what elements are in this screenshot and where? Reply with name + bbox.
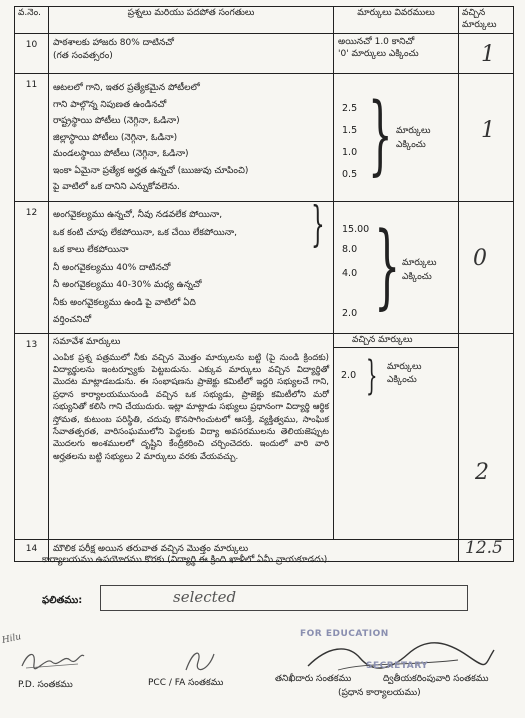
marks-note: మార్కులు [396,126,431,136]
criteria-line: ఒక కంటి చూపు లేకపోయినా, ఒక చేయి లేకపోయినా, [53,227,237,238]
criteria-line: రాష్ట్రస్థాయి పోటీలు (నెగ్గినా, ఓడినా) [53,116,180,126]
criteria-line: నీకు అంగవైకల్యము ఉండి పై వాటిలో ఏది [53,297,196,308]
office-use-note: కార్యాలయము ఉపయోగము కొరకు (విద్యార్థి ఈ క్రింది ఖాళీలో ఏమీ వ్రాయకూడదు). [42,555,331,565]
criteria-line: మౌలిక పరీక్ష అయిన తరువాత వచ్చిన మొత్తం మార్కులు [49,539,459,561]
col-header-no: వ.నెం. [15,7,49,34]
marks-value: 1.0 [342,147,358,158]
criteria-line: ఆటలలో గాని, ఇతర ప్రత్యేకమైన పోటీలలో [53,83,200,93]
examiner-signature-label: తనిఖీదారు సంతకము [275,674,352,684]
row-number: 10 [15,34,49,74]
marks-detail: అయినచో 1.0 కానిచో [338,37,415,47]
criteria-line: నీ అంగవైకల్యము 40% దాటినచో [53,262,171,273]
sub-header: వచ్చిన మార్కులు [333,333,458,348]
brace-icon: } [374,212,401,319]
row-number: 11 [15,74,49,202]
awarded-marks: 1 [481,118,495,143]
marks-value: 1.5 [342,125,358,136]
column-divider [333,348,334,540]
criteria-line: (గత సంవత్సరం) [53,50,113,61]
marks-value: 15.00 [342,224,370,235]
brace-icon: } [366,352,378,399]
marks-note: ఎక్కించు [387,374,417,385]
evaluation-table [14,6,514,562]
row-number: 13 [15,333,49,539]
stamp-text: FOR EDUCATION [300,629,389,639]
awarded-marks: 0 [473,246,487,271]
marks-note: మార్కులు [387,361,422,372]
brace-icon: } [311,196,325,252]
awarded-marks: 1 [481,42,495,67]
result-field [100,585,468,611]
marks-value: 2.0 [342,308,358,319]
pcc-signature [180,646,220,676]
marks-note: మార్కులు [402,258,437,268]
marks-value: 4.0 [342,268,358,279]
pd-signature-label: P.D. సంతకము [18,680,73,690]
marks-note: ఎక్కించు [396,140,426,150]
row-number: 14 [15,539,49,561]
criteria-line: ఒక కాలు లేకపోయినా [53,245,129,255]
criteria-line: ఇంకా ఏమైనా ప్రత్యేక అర్హత ఉన్నచో (ఋజువు చూపించి) [53,165,249,176]
criteria-line: పాఠశాలకు హాజరు 80% దాటినచో [53,38,174,48]
criteria-line: అంగవైకల్యము ఉన్నచో, నీవు నడవలేక పోయినా, [53,210,223,220]
interview-paragraph: ఎంపిక ప్రశ్న పత్రములో నీకు వచ్చిన మొత్తం మార్కులను బట్టి (పై నుండి క్రిందకు) విద్యార్థులను ఇంటర్వ్యూకు పెట్టబడును. ఎక్కువ మార్కులు వచ్చిన విద్యార్థితో మొదట మాట్లాడబడును. ఈ సంభాషణను ప్రాజెక్టు కమిటీలో ఇద్దరి సభ్యులచే గాని, ప్రధాన కార్యాలయమునుండి వచ్చిన ఒక సభ్యుడు, ప్రాజెక్టు కమిటీలోని మరో సభ్యునితో కలిసి గాని చేయుదురు. ఇట్లా మాట్లాడు సభ్యులు ప్రధానంగా విద్యార్థి ఆర్థిక స్తోమత, కుటుంబ పరిస్థితి, చదువు కొనసాగించుటలో ఆసక్తి, వ్యక్తిత్వము, సాంఘిక సేవాతత్పరత, వారిసంఘములోని పెద్దలకు విద్యా అవసరములను తెలియజెప్పుట మొదలగు అంశములలో దృష్టిని కేంద్రీకరించి చర్చించెదరు. ఇందులో వారి వారి అర్హతలను బట్టి సభ్యులు 2 మార్కులు వరకు వేయవచ్చు. [53,352,329,462]
criteria-line: వర్తించనిచో [53,315,92,325]
marks-note: ఎక్కించు [402,272,432,282]
criteria-line: జిల్లాస్థాయి పోటీలు (నెగ్గినా, ఓడినా) [53,132,178,143]
criteria-line: గాని పాల్గొన్న నిపుణత ఉండినచో [53,99,167,110]
table-row [15,202,514,334]
marks-detail: '0' మార్కులు ఎక్కించు [338,49,419,59]
section-title: సమావేశ మార్కులు [53,336,121,347]
head-office-label: (ప్రధాన కార్యాలయము) [338,688,421,698]
col-header-criteria: ప్రశ్నలు మరియు పదపోత సంగతులు [49,7,334,34]
result-value: selected [173,588,237,606]
criteria-line: పై వాటిలో ఒక దానిని ఎన్నుకోవలెను. [53,182,180,192]
marks-value: 0.5 [342,169,358,180]
total-marks: 12.5 [465,537,503,558]
pd-signature [18,646,88,672]
table-row [15,34,514,74]
marks-value: 2.0 [341,369,357,381]
pcc-signature-label: PCC / FA సంతకము [148,678,224,688]
criteria-line: నీ అంగవైకల్యము 40-30% మధ్య ఉన్నచో [53,280,202,290]
marks-value: 2.5 [342,103,358,114]
stamp-secretary: SECRETARY [366,661,429,671]
criteria-line: మండలస్థాయి పోటీలు (నెగ్గినా, ఓడినా) [53,149,189,159]
col-header-got: వచ్చిన మార్కులు [459,7,514,34]
row-number: 12 [15,202,49,334]
marks-value: 8.0 [342,244,358,255]
secretary-signature-label: ద్వితీయకరింపువారి సంతకము [383,674,489,684]
margin-note: Hilu [1,632,23,646]
brace-icon: } [368,85,393,185]
result-label: ఫలితము: [42,595,83,606]
awarded-marks: 2 [475,459,489,485]
col-header-marks: మార్కులు వివరములు [334,7,459,34]
table-row [15,74,514,202]
table-row [15,333,514,539]
